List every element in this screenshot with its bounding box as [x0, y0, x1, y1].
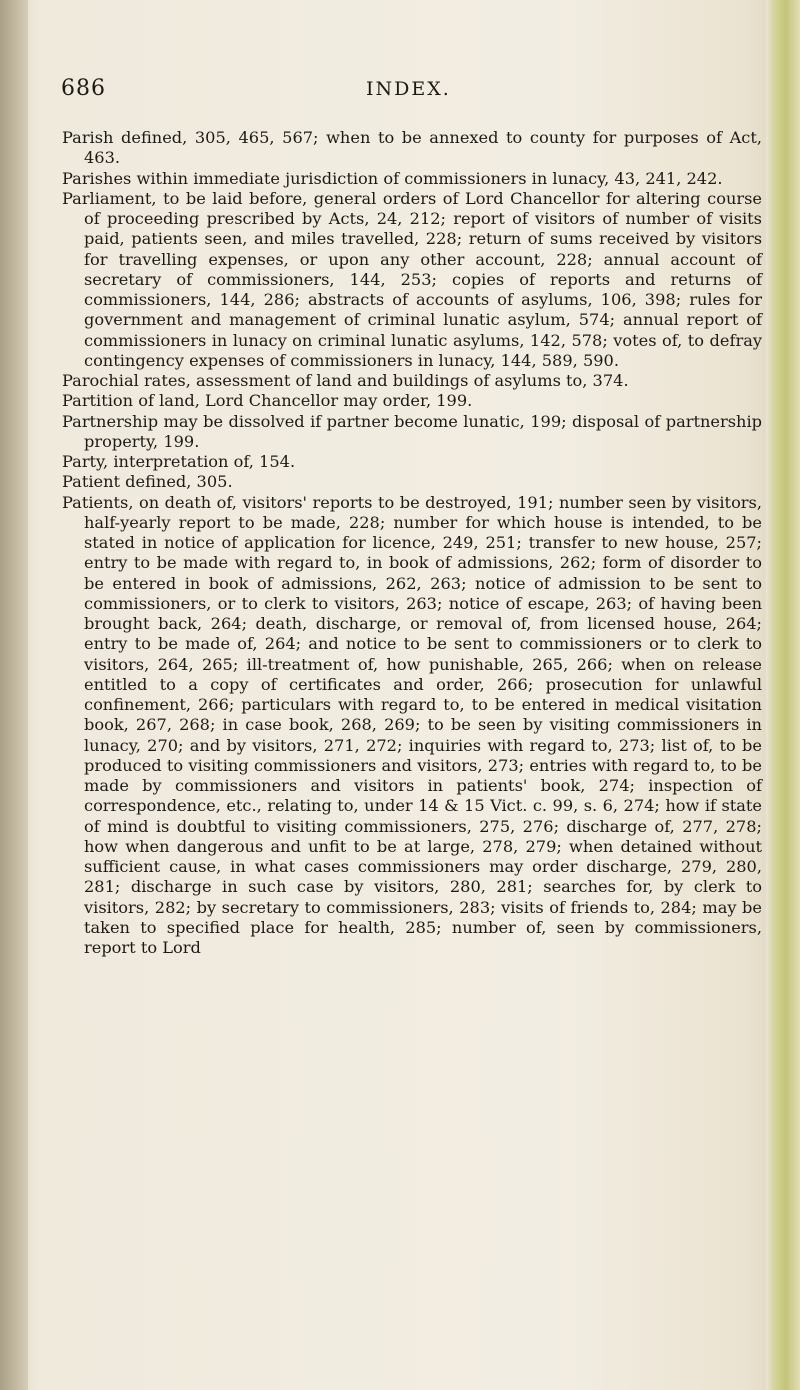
index-entries — [62, 128, 762, 958]
page-gutter-shadow — [0, 0, 28, 1390]
index-entry-parish: Parish defined, 305, 465, 567; when to be annexed to county for purposes of Act, 463. — [62, 128, 762, 168]
index-entry-parochial-rates: Parochial rates, assessment of land and buildings of asylums to, 374. — [62, 371, 629, 390]
index-entry-parishes: Parishes within immediate jurisdiction of commissioners in lunacy, 43, 241, 242. — [62, 168, 723, 188]
page-number: 686 — [61, 76, 106, 101]
index-entry-partnership: Partnership may be dissolved if partner become lunatic, 199; disposal of partnership property, 199. — [62, 411, 762, 451]
page-header — [0, 76, 760, 106]
index-entry-patients: Patients, on death of, visitors' reports to be destroyed, 191; number seen by visitors, half-yearly report to be made, 228; number for which house is intended, to be stated in notice of application for licence, 249, 251; transfer to new house, 257; entry to be made with regard to, in book of admissions, 262; form of disorder to be entered in book of admissions, 262, 263; notice of admission to be sent to commissioners, or to clerk to visitors, 263; notice of escape, 263; of having been brought back, 264; death, discharge, or removal of, from licensed house, 264; entry to be made of, 264; and notice to be sent to commissioners or to clerk to visitors, 264, 265; ill-treatment of, how punishable, 265, 266; when on release entitled to a copy of certificates and order, 266; prosecution for unlawful confinement, 266; particulars with regard to, to be entered in medical visitation book, 267, 268; in case book, 268, 269; to be seen by visiting commissioners in lunacy, 270; and by visitors, 271, 272; inquiries with regard to, 273; list of, to be produced to visiting commissioners and visitors, 273; entries with regard to, to be made by commissioners and visitors in patients' book, 274; inspection of correspondence, etc., relating to, under 14 & 15 Vict. c. 99, s. 6, 274; how if state of mind is doubtful to visiting commissioners, 275, 276; discharge of, 277, 278; how when dangerous and unfit to be at large, 278, 279; when detained without sufficient cause, in what cases commissioners may order discharge, 279, 280, 281; discharge in such case by visitors, 280, 281; searches for, by clerk to visitors, 282; by secretary to commissioners, 283; visits of friends to, 284; may be taken to specified place for health, 285; number of, seen by commissioners, report to Lord — [62, 492, 762, 957]
index-entry-party: Party, interpretation of, 154. — [62, 452, 296, 471]
index-entry-partition: Partition of land, Lord Chancellor may order, 199. — [62, 391, 473, 411]
page-title: INDEX. — [366, 78, 451, 100]
index-entry-parliament: Parliament, to be laid before, general orders of Lord Chancellor for altering course of proceeding prescribed by Acts, 24, 212; report of visitors of number of visits paid, patients seen, and miles travelled, 228; return of sums received by visitors for travelling expenses, or upon any other account, 228; annual account of secretary of commissioners, 144, 253; copies of reports and returns of commissioners, 144, 286; abstracts of accounts of asylums, 106, 398; rules for government and management of criminal lunatic asylum, 574; annual report of commissioners in lunacy on criminal lunatic asylums, 142, 578; votes of, to defray contingency expenses of commissioners in lunacy, 144, 589, 590. — [62, 188, 762, 370]
index-entry-patient: Patient defined, 305. — [62, 472, 233, 492]
page-edge — [766, 0, 800, 1390]
